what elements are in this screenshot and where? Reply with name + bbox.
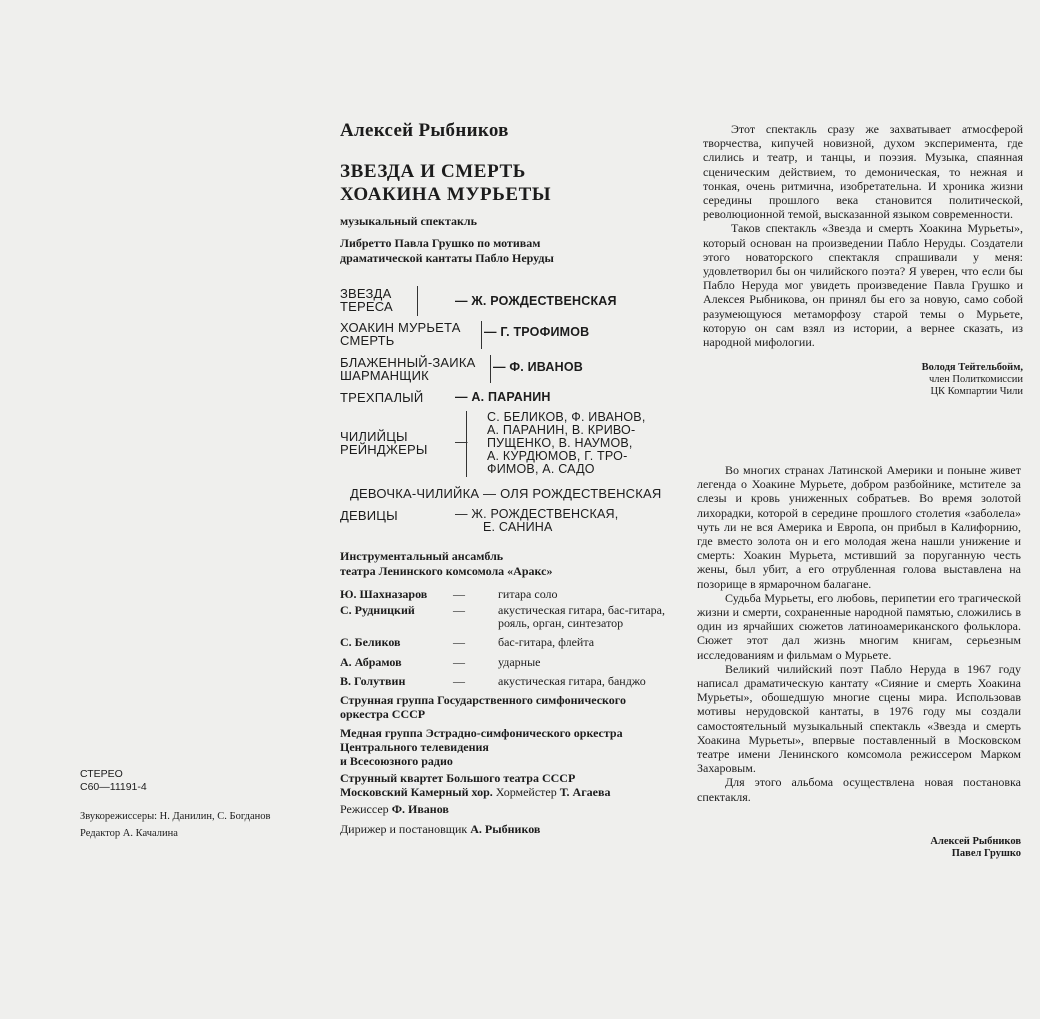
editor: Редактор А. Качалина: [80, 828, 178, 839]
member-dash: —: [453, 603, 465, 617]
actor-line: А. КУРДЮМОВ, Г. ТРО-: [487, 449, 628, 463]
member-dash: —: [453, 587, 465, 601]
role-joaquin: ХОАКИН МУРЬЕТА: [340, 320, 461, 335]
member-name: В. Голутвин: [340, 674, 406, 688]
cast-role: [340, 321, 461, 347]
essay-teitelboim: [703, 122, 1023, 349]
cast-actor: — Г. ТРОФИМОВ: [484, 325, 590, 339]
credit-line: Струнная группа Государственного симфонического: [340, 693, 626, 707]
actor-line: С. БЕЛИКОВ, Ф. ИВАНОВ,: [487, 410, 646, 424]
essay-authors: [697, 463, 1021, 804]
ensemble-title: [340, 549, 552, 579]
conductor-name: А. Рыбников: [470, 822, 541, 836]
cast-role: [340, 430, 428, 456]
actor-line: — Ж. РОЖДЕСТВЕНСКАЯ,: [455, 507, 619, 521]
credit-strings: [340, 693, 670, 721]
signature-name: Павел Грушко: [951, 848, 1021, 859]
director-label: Режиссер: [340, 802, 389, 816]
role-zvezda: ЗВЕЗДА: [340, 286, 392, 301]
cast-dash: —: [455, 435, 468, 449]
role-chileans: ЧИЛИЙЦЫ: [340, 429, 408, 444]
actor-line: ФИМОВ, А. САДО: [487, 462, 595, 476]
member-instrument: бас-гитара, флейта: [498, 635, 595, 649]
signature-authors: [800, 836, 1021, 860]
role-organ-grinder: ШАРМАНЩИК: [340, 368, 429, 383]
ensemble-title-line: Инструментальный ансамбль: [340, 549, 504, 563]
role-three-finger: ТРЕХПАЛЫЙ: [340, 390, 424, 405]
cast-actors-chileans: [487, 411, 646, 476]
stereo-label: СТЕРЕО: [80, 768, 123, 780]
credit-brass: [340, 726, 670, 768]
actor-line: А. ПАРАНИН, В. КРИВО-: [487, 423, 636, 437]
essay-paragraph: Для этого альбома осуществлена новая постановка спектакля.: [697, 775, 1021, 804]
member-name: А. Абрамов: [340, 655, 402, 669]
cast-role: [340, 356, 475, 382]
signature-role: член Политкомиссии: [928, 374, 1023, 385]
member-name: С. Рудницкий: [340, 603, 415, 617]
role-death: СМЕРТЬ: [340, 333, 395, 348]
member-instrument: гитара соло: [498, 587, 558, 601]
signature-teitelboim: [800, 362, 1023, 398]
cast-actor: — Ж. РОЖДЕСТВЕНСКАЯ: [455, 294, 617, 308]
choirmaster-name: Т. Агаева: [559, 785, 611, 799]
essay-paragraph: Судьба Мурьеты, его любовь, перипетии его трагической жизни и смерти, сохраненные народной памятью, сложились в один из ярчайших сюжетов латиноамериканского фольклора. Сюжет этот дал жизнь многим книгам, серьезным исследованиям и фильмам о Мурьете.: [697, 590, 1021, 662]
credit-conductor: [340, 822, 670, 836]
cast-actor: — Ф. ИВАНОВ: [493, 360, 583, 374]
member-dash: —: [453, 655, 465, 669]
cast-role: [340, 287, 393, 313]
cast-actors-maidens: [455, 508, 618, 534]
credit-director: [340, 802, 670, 816]
credit-line: оркестра СССР: [340, 707, 426, 721]
role-blessed: БЛАЖЕННЫЙ-ЗАИКА: [340, 355, 476, 370]
title-line-1: ЗВЕЗДА И СМЕРТЬ: [340, 161, 526, 182]
signature-role: ЦК Компартии Чили: [930, 386, 1023, 397]
libretto-line-2: драматической кантаты Пабло Неруды: [340, 251, 554, 265]
essay-paragraph: Во многих странах Латинской Америки и поныне живет легенда о Хоакине Мурьете, добром разбойнике, мстителе за слезы и кровь униженных собратьев. Во время золотой лихорадки, которой в середине прошлого столетия «заболела» чуть ли не вся Америка и Европа, он прибыл в Калифорнию, где вместо золота он и его молодая жена нашли унижение и смерть: Хоакин Мурьета, мстивший за поруганную честь жены, был убит, а его отрубленная голова выставлена на позорище в ярмарочном балагане.: [697, 463, 1021, 591]
cast-actor: — А. ПАРАНИН: [455, 390, 551, 404]
cast-brace: [490, 355, 491, 383]
director-name: Ф. Иванов: [391, 802, 449, 816]
sound-engineers: Звукорежиссеры: Н. Данилин, С. Богданов: [80, 811, 271, 822]
member-instrument: акустическая гитара, банджо: [498, 674, 646, 688]
ensemble-title-line: театра Ленинского комсомола «Аракс»: [340, 564, 553, 578]
member-instrument: акустическая гитара, бас-гитара, рояль, орган, синтезатор: [498, 603, 665, 630]
choirmaster-label: Хормейстер: [495, 785, 557, 799]
member-instrument: ударные: [498, 655, 541, 669]
credit-quartet-choir: [340, 771, 670, 799]
credit-line: Медная группа Эстрадно-симфонического оркестра: [340, 726, 623, 740]
essay-paragraph: Таков спектакль «Звезда и смерть Хоакина Мурьеты», который основан на произведении Пабло Неруды. Создатели этого новаторского спектакля спрашивали у меня: удовлетворил бы он чилийского поэта? Я уверен, что если бы Пабло Неруда мог увидеть произведение Павла Грушко и Алексея Рыбникова, он принял бы его за новую, само собой разумеющуюся метаморфозу старой темы о Мурьете, которую он сам взял из истории, а вернее сказать, из народной мифологии.: [703, 221, 1023, 350]
album-title: [340, 160, 551, 206]
essay-paragraph: Этот спектакль сразу же захватывает атмосферой творчества, кипучей новизной, духом эксперимента, где слились и театр, и танцы, и поэзия. Музыка, спаянная сценическим действием, то демоническая, то нежная и тонкая, очень ритмична, изобретательна. И хроника жизни середины прошлого века становится политической, революционной темой, высказанной языком современности.: [703, 122, 1023, 222]
cast-brace: [417, 286, 418, 316]
cast-brace: [481, 321, 482, 349]
member-dash: —: [453, 674, 465, 688]
actor-line: Е. САНИНА: [483, 520, 553, 534]
signature-name: Володя Тейтельбойм,: [921, 362, 1023, 373]
credit-choir: Московский Камерный хор.: [340, 785, 493, 799]
subtitle: музыкальный спектакль: [340, 214, 477, 228]
credit-quartet: Струнный квартет Большого театра СССР: [340, 771, 576, 785]
signature-name: Алексей Рыбников: [930, 836, 1021, 847]
credit-line: и Всесоюзного радио: [340, 754, 453, 768]
libretto-credit: [340, 236, 640, 266]
libretto-line-1: Либретто Павла Грушко по мотивам: [340, 236, 541, 250]
actor-line: ПУЩЕНКО, В. НАУМОВ,: [487, 436, 633, 450]
production-info: [80, 810, 270, 840]
role-maidens: ДЕВИЦЫ: [340, 508, 398, 523]
cast-brace: [466, 411, 467, 477]
catalog-number: С60—11191-4: [80, 781, 147, 793]
cast-girl-line: ДЕВОЧКА-ЧИЛИЙКА — ОЛЯ РОЖДЕСТВЕНСКАЯ: [350, 486, 662, 501]
conductor-label: Дирижер и постановщик: [340, 822, 468, 836]
credit-line: Центрального телевидения: [340, 740, 489, 754]
composer-name: Алексей Рыбников: [340, 120, 509, 141]
catalog-info: [80, 768, 147, 794]
member-name: Ю. Шахназаров: [340, 587, 428, 601]
title-line-2: ХОАКИНА МУРЬЕТЫ: [340, 184, 552, 205]
role-teresa: ТЕРЕСА: [340, 299, 393, 314]
role-rangers: РЕЙНДЖЕРЫ: [340, 442, 428, 457]
member-dash: —: [453, 635, 465, 649]
essay-paragraph: Великий чилийский поэт Пабло Неруда в 1967 году написал драматическую кантату «Сияние и смерть Хоакина Мурьеты», обошедшую многие сцены мира. Использовав мотивы нерудовской кантаты, в 1976 году мы создали самостоятельный музыкальный спектакль «Звезда и смерть Хоакина Мурьеты», впервые поставленный в Московском театре имени Ленинского комсомола режиссером Марком Захаровым.: [697, 661, 1021, 776]
member-name: С. Беликов: [340, 635, 401, 649]
